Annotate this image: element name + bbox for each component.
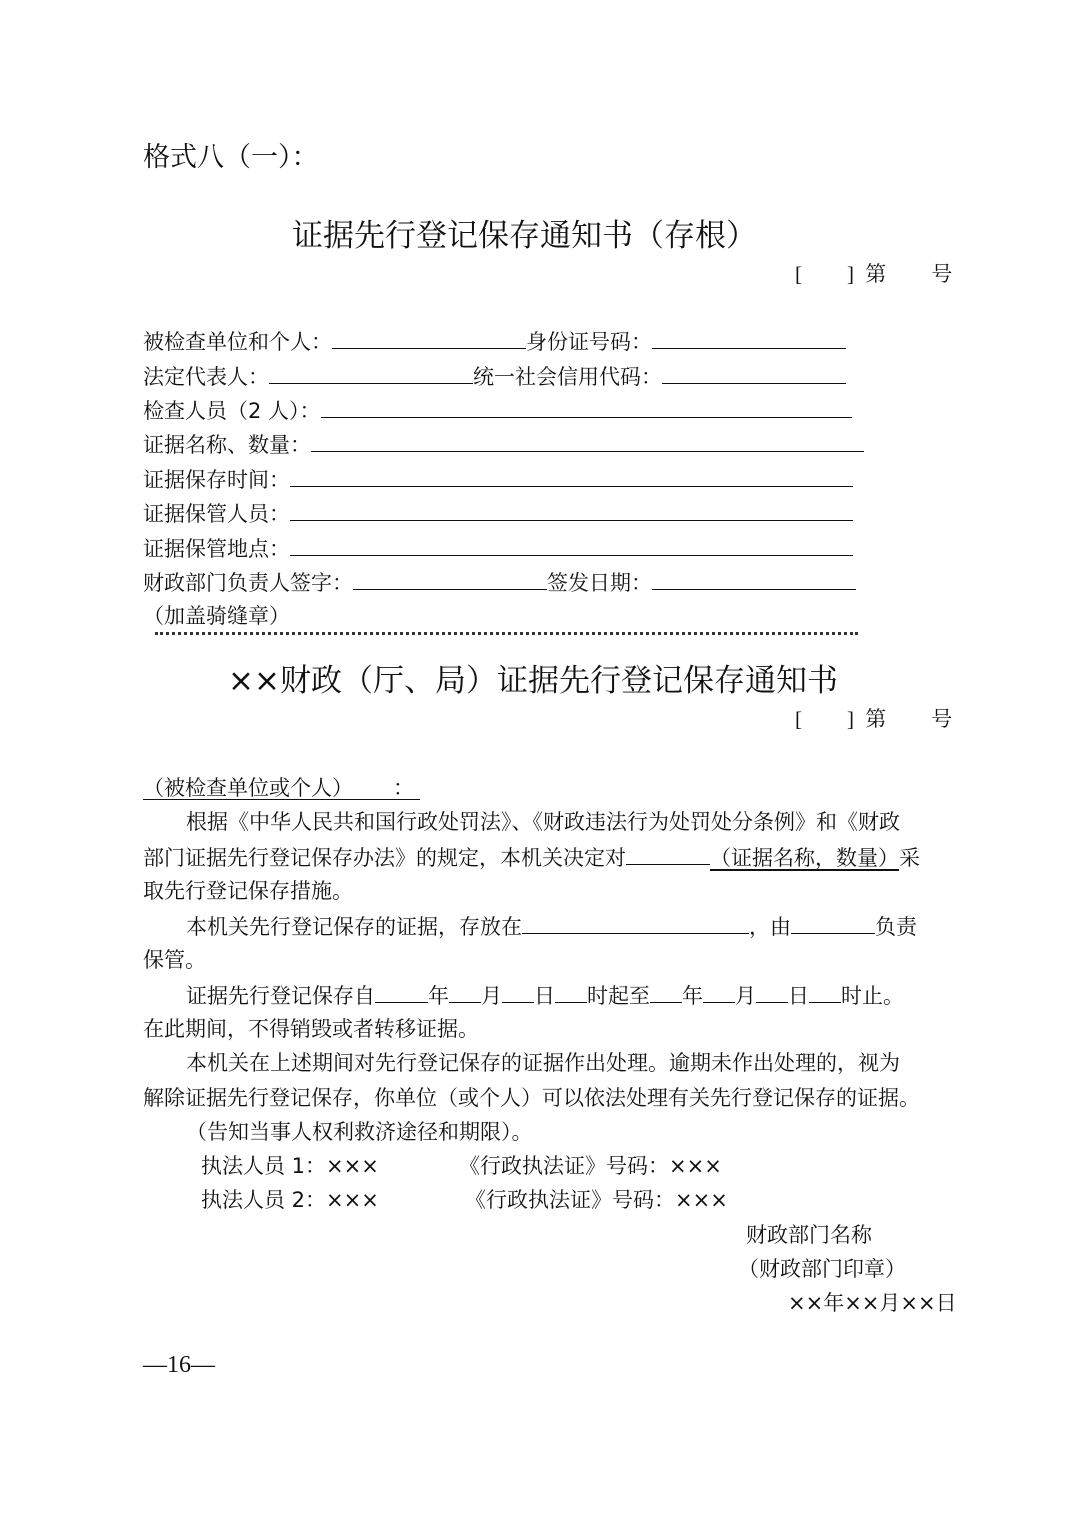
addressee-underline [143,799,420,800]
p2-b: ，由 [749,915,791,939]
start-hour-blank[interactable] [555,980,587,1003]
issue-date-label: 签发日期： [547,571,652,595]
keep-time-field[interactable] [290,464,853,487]
p3-day: 日 [534,984,555,1008]
inspectors-label: 检查人员（2 人）： [143,399,321,423]
head-sign-field[interactable] [353,567,547,590]
stub-row-5 [143,464,853,495]
end-hour-blank[interactable] [809,980,841,1003]
inspected-unit-label: 被检查单位和个人： [143,330,332,354]
stub-row-4 [143,429,864,460]
inspectors-field[interactable] [321,395,852,418]
head-sign-label: 财政部门负责人签字： [143,571,353,595]
p3-line2: 在此期间，不得销毁或者转移证据。 [143,1017,479,1041]
p3-to: 时止。 [841,984,904,1008]
keep-place-label: 证据保管地点： [143,537,290,561]
evidence-name-label: 证据名称、数量： [143,433,311,457]
p1-line2-a: 部门证据先行登记保存办法》的规定，本机关决定对 [143,846,626,870]
legal-rep-field[interactable] [269,361,473,384]
p2-line1 [186,911,917,942]
seal-note: （加盖骑缝章） [143,604,290,628]
stub-row-2 [143,361,846,392]
keeper-blank[interactable] [791,911,875,934]
p3-line1 [186,980,904,1011]
p5: （告知当事人权利救济途径和期限）。 [186,1120,533,1144]
p2-line2: 保管。 [143,948,206,972]
end-month-blank[interactable] [703,980,735,1003]
stub-row-8 [143,567,856,598]
id-number-field[interactable] [652,326,846,349]
stub-row-3 [143,395,852,426]
p4-line1: 本机关在上述期间对先行登记保存的证据作出处理。逾期未作出处理的，视为 [186,1051,900,1075]
issue-date-text: ××年××月××日 [788,1291,957,1315]
evidence-blank[interactable] [626,842,710,865]
keep-place-field[interactable] [290,533,853,556]
keeper-label: 证据保管人员： [143,502,290,526]
dept-name: 财政部门名称 [746,1223,872,1247]
p3-a: 证据先行登记保存自 [186,984,375,1008]
dept-seal: （财政部门印章） [738,1257,906,1281]
p1-line2 [143,842,920,873]
start-day-blank[interactable] [502,980,534,1003]
credit-code-field[interactable] [662,361,846,384]
p3-year: 年 [428,984,449,1008]
start-year-blank[interactable] [375,980,428,1003]
p1-line3: 取先行登记保存措施。 [143,879,353,903]
p3-month: 月 [481,984,502,1008]
p3-from: 时起至 [587,984,650,1008]
p4-line2: 解除证据先行登记保存，你单位（或个人）可以依法处理有关先行登记保存的证据。 [143,1086,920,1110]
notice-number-line: [ ] 第 号 [795,707,953,731]
officer2: 执法人员 2：××× [201,1188,379,1212]
format-label: 格式八（一）： [143,142,319,173]
p1-line1: 根据《中华人民共和国行政处罚法》、《财政违法行为处罚处分条例》和《财政 [186,810,900,834]
page-number: —16— [143,1352,215,1378]
p1-line2-c: 采 [899,846,920,870]
id-number-label: 身份证号码： [526,330,652,354]
p3-month2: 月 [735,984,756,1008]
addressee: （被检查单位或个人） ： [143,776,415,800]
p3-year2: 年 [682,984,703,1008]
officer2-cert: 《行政执法证》号码：××× [465,1188,728,1212]
officer1: 执法人员 1：××× [201,1154,379,1178]
stub-title: 证据先行登记保存通知书（存根） [292,218,757,254]
keep-time-label: 证据保存时间： [143,468,290,492]
p2-a: 本机关先行登记保存的证据，存放在 [186,915,522,939]
end-day-blank[interactable] [756,980,788,1003]
notice-title: ××财政（厅、局）证据先行登记保存通知书 [228,663,838,699]
p2-c: 负责 [875,915,917,939]
perforation-line [155,632,858,635]
start-month-blank[interactable] [449,980,481,1003]
inspected-unit-field[interactable] [332,326,526,349]
stub-row-7 [143,533,853,564]
stub-number-line: [ ] 第 号 [795,262,953,286]
stub-row-6 [143,498,853,529]
keeper-field[interactable] [290,498,853,521]
legal-rep-label: 法定代表人： [143,365,269,389]
p1-line2-b: （证据名称，数量） [710,846,899,870]
officer1-cert: 《行政执法证》号码：××× [459,1154,722,1178]
evidence-name-field[interactable] [311,429,864,452]
end-year-blank[interactable] [650,980,682,1003]
issue-date-field[interactable] [652,567,856,590]
storage-place-blank[interactable] [522,911,749,934]
credit-code-label: 统一社会信用代码： [473,365,662,389]
stub-row-1 [143,326,846,357]
p3-day2: 日 [788,984,809,1008]
